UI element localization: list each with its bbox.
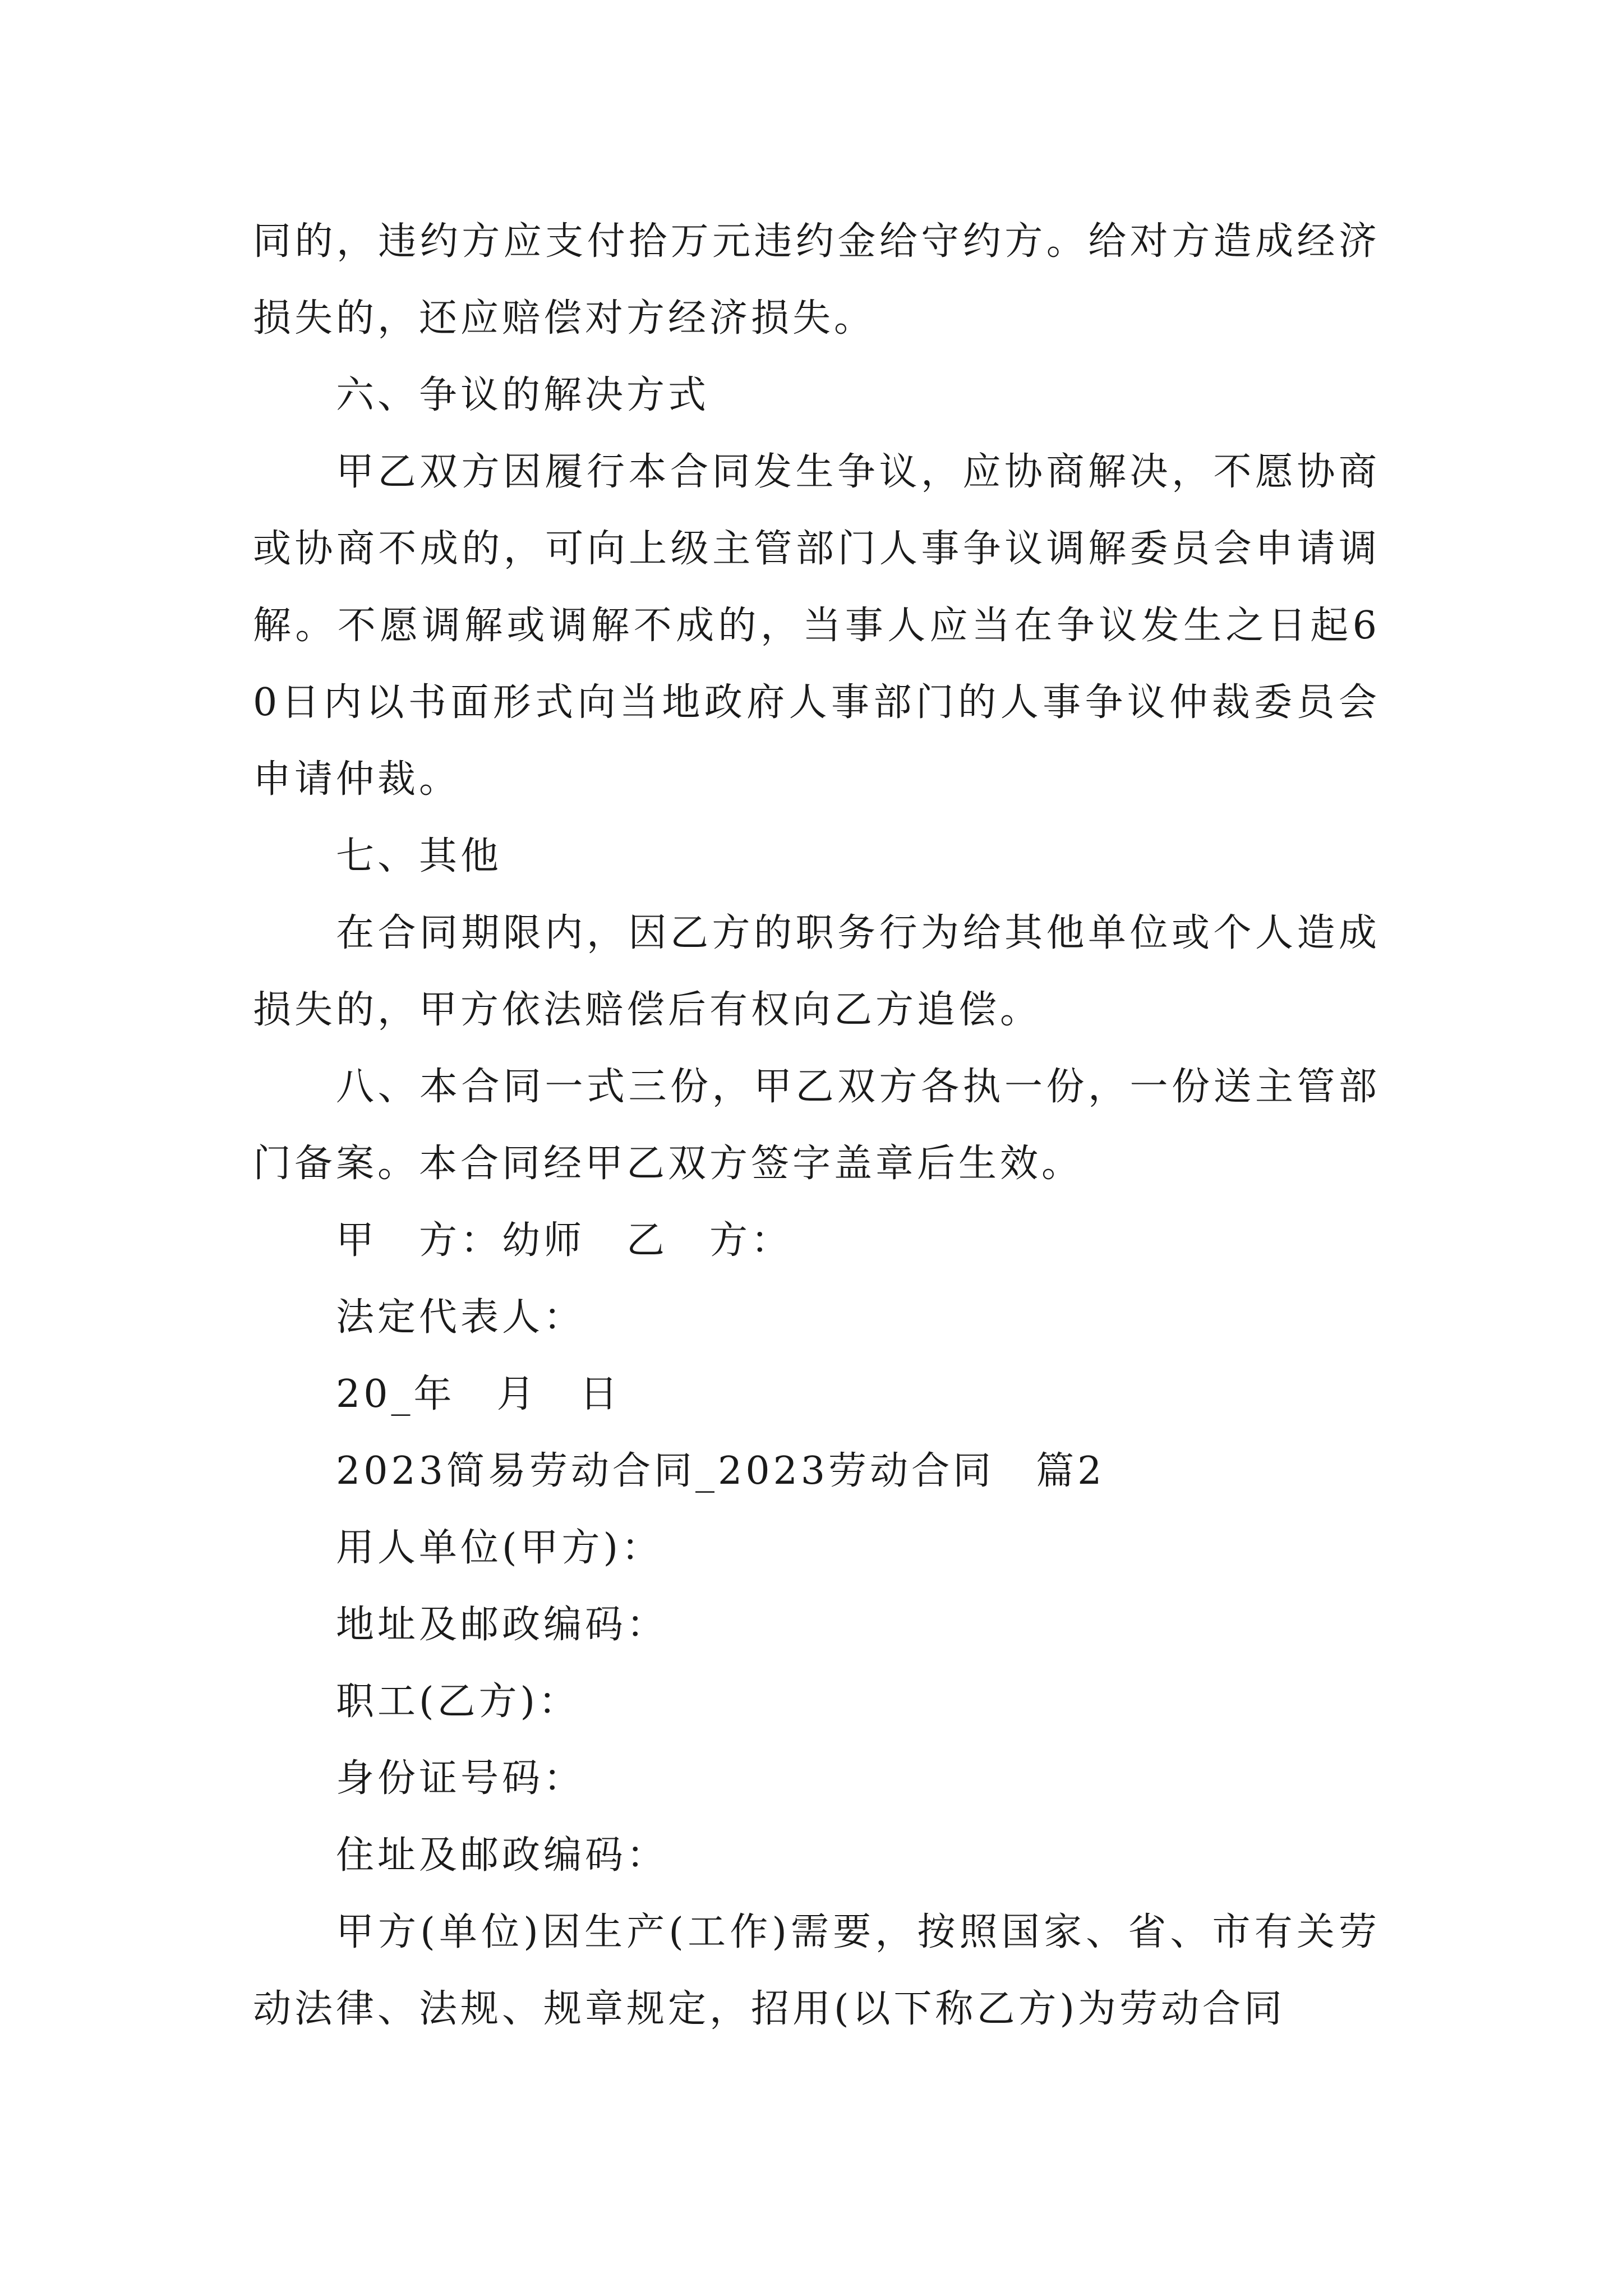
heading-other: 七、其他	[336, 834, 502, 878]
signature-parties: 甲 方：幼师 乙 方：	[336, 1218, 793, 1263]
field-employer-address: 地址及邮政编码：	[336, 1603, 668, 1647]
paragraph-hiring-basis: 甲方(单位)因生产(工作)需要，按照国家、省、市有关劳动法律、法规、规章规定，招用(以下称乙方)为劳动合同	[253, 1910, 1380, 2031]
paragraph-copies: 八、本合同一式三份，甲乙双方各执一份，一份送主管部门备案。本合同经甲乙双方签字盖章后生效。	[253, 1065, 1380, 1186]
field-employer: 用人单位(甲方)：	[336, 1526, 663, 1570]
section-title-contract-2: 2023简易劳动合同_2023劳动合同 篇2	[336, 1449, 1105, 1493]
signature-date: 20_年 月 日	[336, 1372, 621, 1416]
paragraph-liability: 在合同期限内，因乙方的职务行为给其他单位或个人造成损失的，甲方依法赔偿后有权向乙方追偿。	[253, 911, 1380, 1032]
field-id-number: 身份证号码：	[336, 1756, 585, 1801]
signature-legal-representative: 法定代表人：	[336, 1295, 585, 1340]
document-body	[253, 203, 1380, 2047]
heading-dispute-resolution: 六、争议的解决方式	[336, 373, 710, 417]
field-employee: 职工(乙方)：	[336, 1680, 580, 1724]
paragraph-penalty-continuation: 同的，违约方应支付拾万元违约金给守约方。给对方造成经济损失的，还应赔偿对方经济损失。	[253, 219, 1380, 341]
field-employee-address: 住址及邮政编码：	[336, 1833, 668, 1878]
paragraph-dispute-resolution: 甲乙双方因履行本合同发生争议，应协商解决，不愿协商或协商不成的，可向上级主管部门人事争议调解委员会申请调解。不愿调解或调解不成的，当事人应当在争议发生之日起60日内以书面形式向当地政府人事部门的人事争议仲裁委员会申请仲裁。	[253, 450, 1380, 802]
